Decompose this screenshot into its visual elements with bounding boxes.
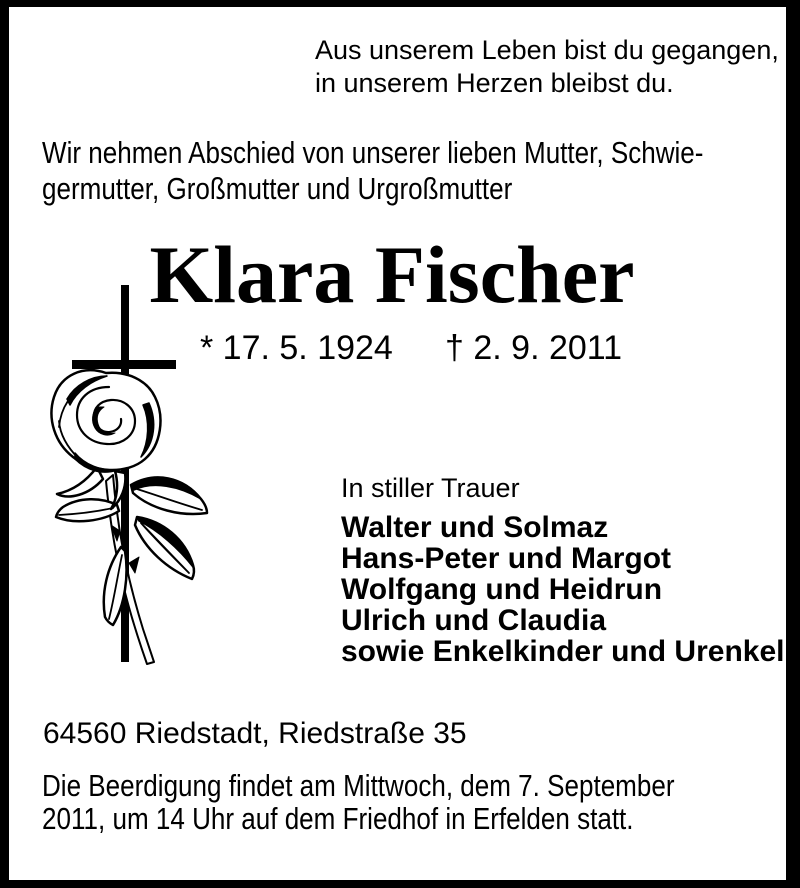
funeral-line-2: 2011, um 14 Uhr auf dem Friedhof in Erfelden statt. — [42, 801, 634, 836]
death-date: † 2. 9. 2011 — [445, 329, 623, 367]
funeral-announcement — [42, 769, 800, 835]
cross-rose-illustration — [30, 270, 220, 675]
address-line: 64560 Riedstadt, Riedstraße 35 — [43, 717, 467, 750]
epigraph-line-2: in unserem Herzen bleibst du. — [315, 68, 674, 98]
mourner-name: Wolfgang und Heidrun — [341, 573, 663, 606]
mourner-name: Hans-Peter und Margot — [341, 542, 672, 575]
mourning-section — [341, 473, 784, 667]
intro-line-1: Wir nehmen Abschied von unserer lieben Mutter, Schwie- — [42, 135, 704, 170]
deceased-name: Klara Fischer — [149, 229, 635, 320]
epigraph-line-1: Aus unserem Leben bist du gegangen, — [315, 35, 779, 65]
funeral-line-1: Die Beerdigung findet am Mittwoch, dem 7. September — [42, 768, 675, 803]
mourner-name: Ulrich und Claudia — [341, 604, 607, 637]
mourner-name: sowie Enkelkinder und Urenkel — [341, 635, 785, 668]
rose-icon — [51, 370, 207, 664]
intro-paragraph — [42, 135, 800, 207]
birth-date: * 17. 5. 1924 — [200, 329, 393, 367]
mourner-name: Walter und Solmaz — [341, 511, 609, 544]
mourners-list — [341, 512, 784, 667]
epigraph — [315, 34, 779, 100]
intro-line-2: germutter, Großmutter und Urgroßmutter — [42, 171, 513, 206]
mourning-heading: In stiller Trauer — [341, 473, 520, 503]
